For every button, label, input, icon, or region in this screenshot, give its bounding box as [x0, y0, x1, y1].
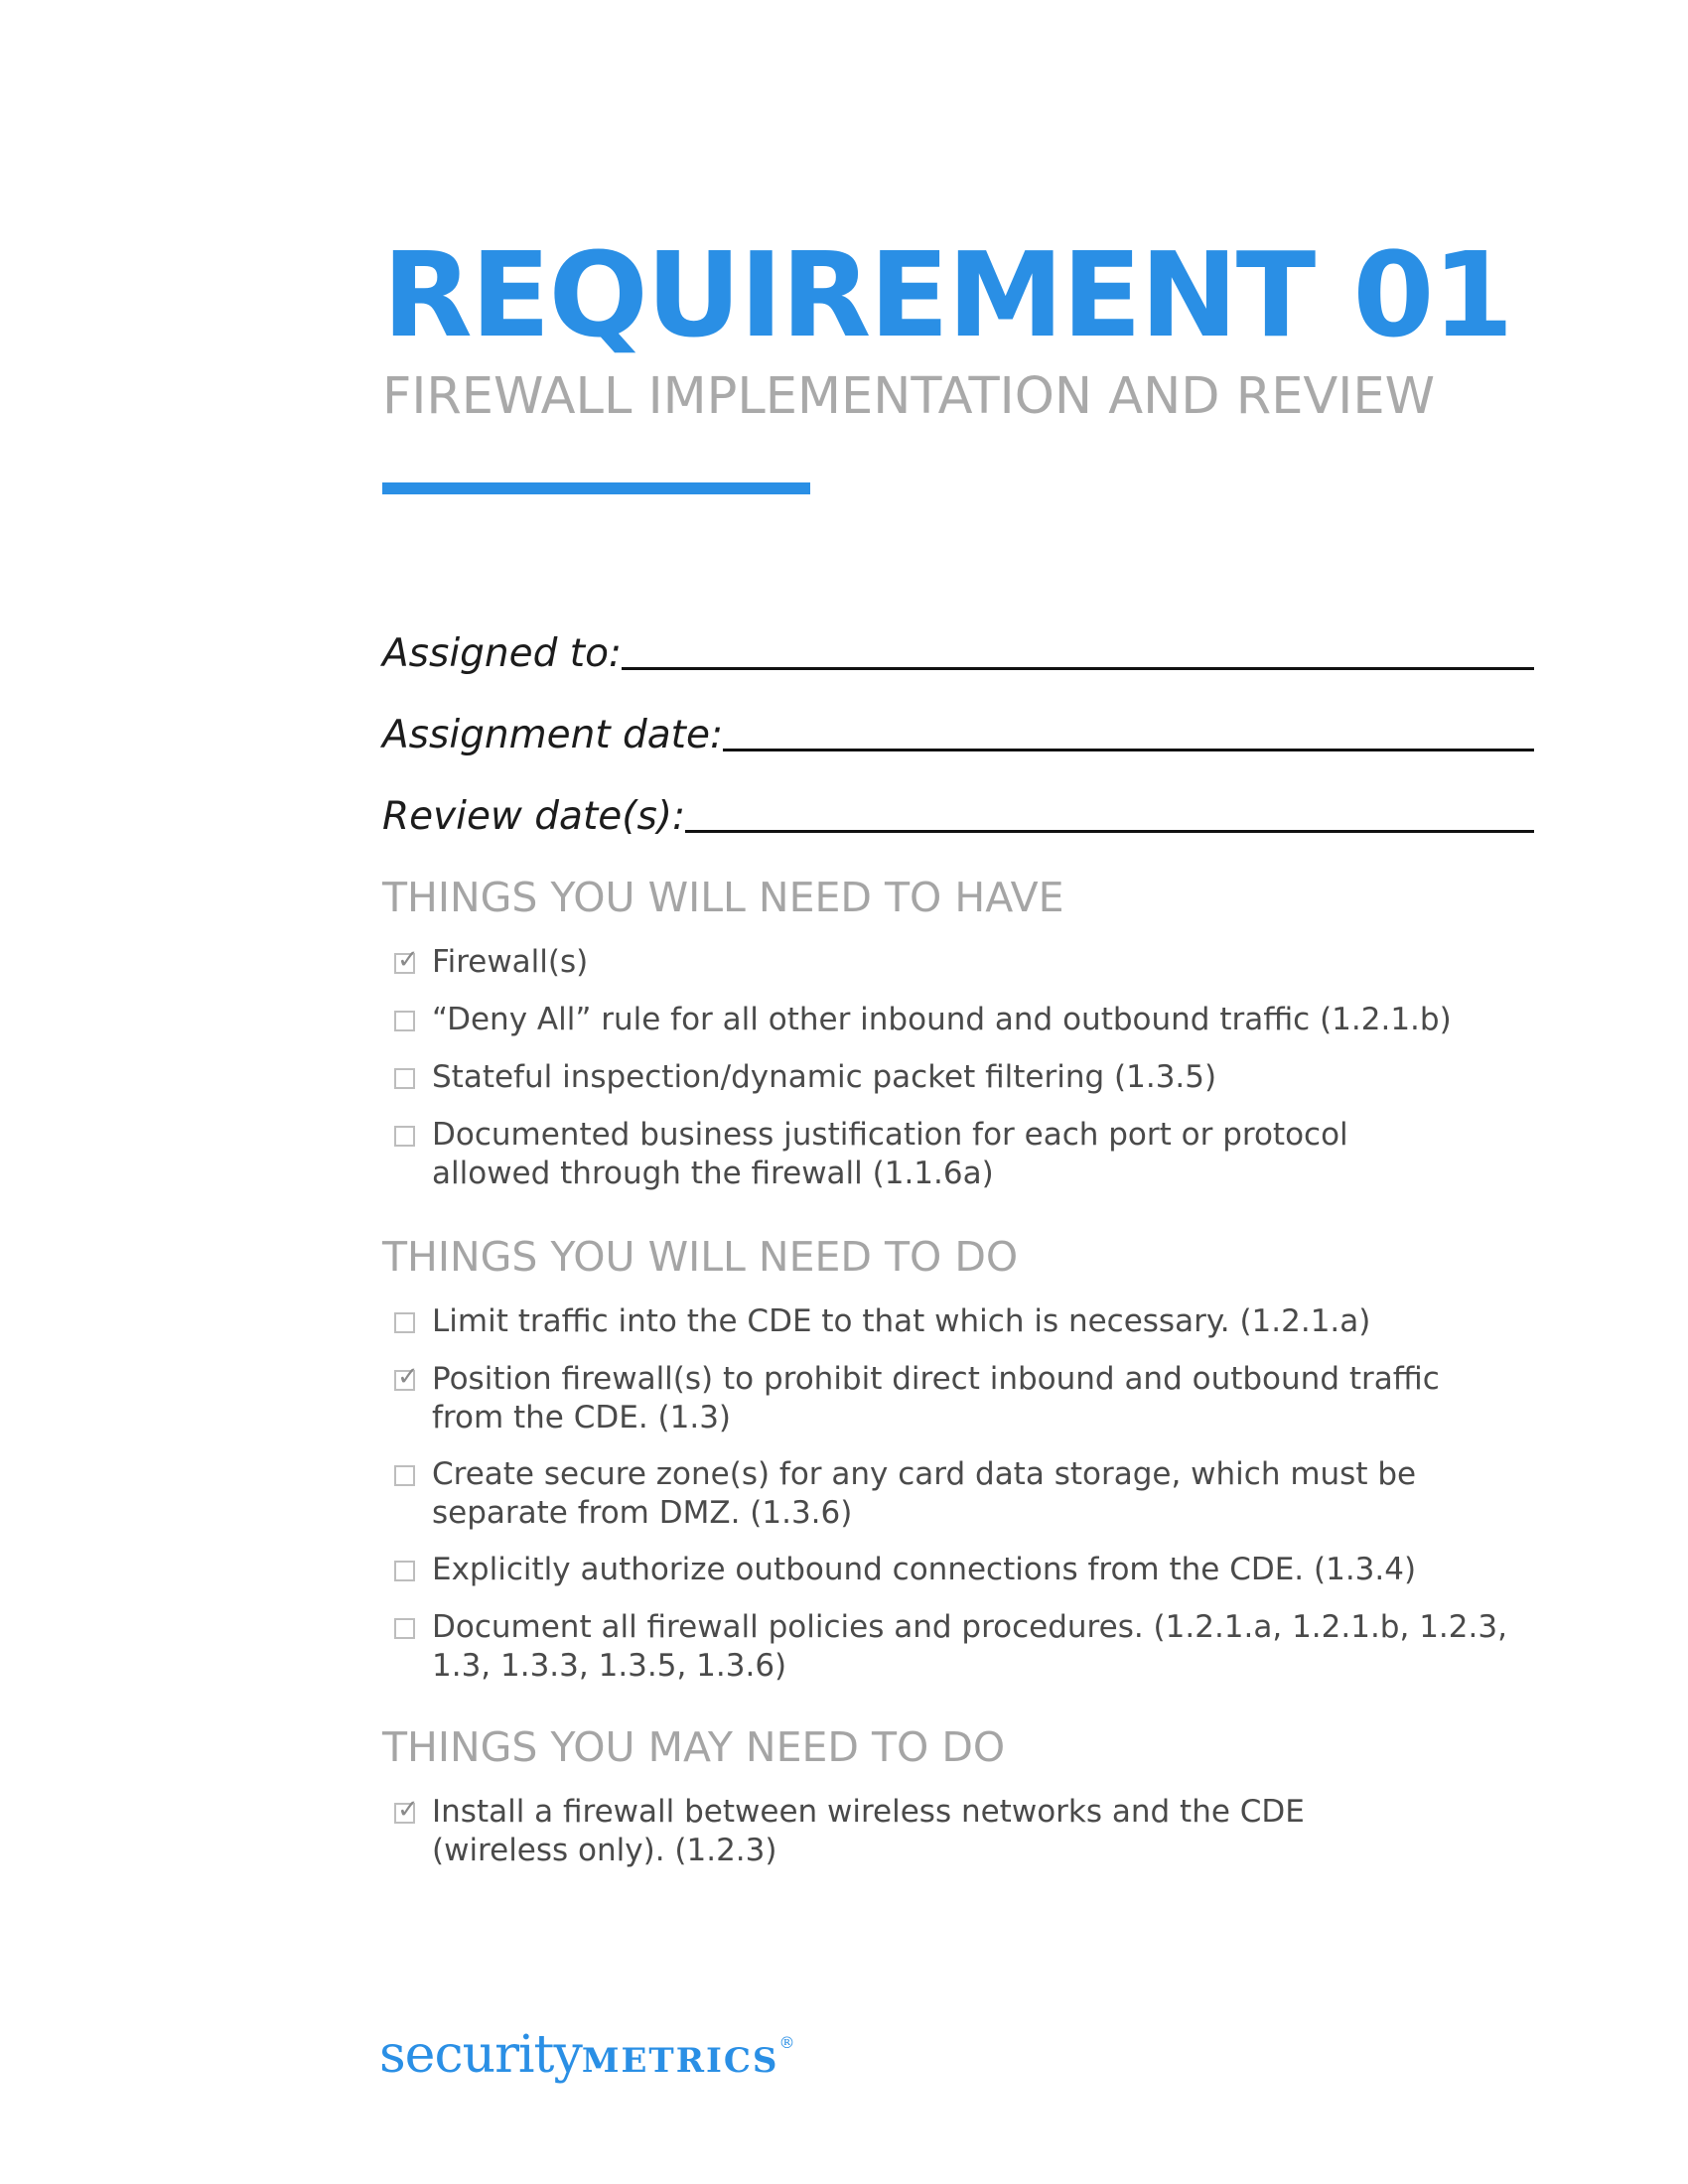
securitymetrics-logo [379, 2025, 794, 2085]
registered-mark: ® [778, 2033, 795, 2052]
section-heading-may-need-to-do: THINGS YOU MAY NEED TO DO [382, 1723, 1006, 1771]
checkmark-icon: ✓ [397, 945, 419, 975]
checklist-item-text: Documented business justification for each port or protocol allowed through the firewall (1.1.6a) [432, 1117, 1348, 1191]
checkbox[interactable] [394, 1795, 419, 1825]
review-dates-line[interactable] [685, 790, 1534, 833]
logo-text-metrics: METRICS [581, 2041, 779, 2081]
checkbox[interactable] [394, 945, 419, 975]
assigned-to-label: Assigned to: [382, 631, 623, 676]
checklist-item-text: “Deny All” rule for all other inbound and outbound traffic (1.2.1.b) [432, 1002, 1452, 1037]
checklist-item-text: Position firewall(s) to prohibit direct inbound and outbound traffic from the CDE. (1.3) [432, 1361, 1440, 1435]
checklist-item-text: Create secure zone(s) for any card data storage, which must be separate from DMZ. (1.3.6) [432, 1456, 1417, 1531]
checkmark-icon: ✓ [397, 1795, 419, 1825]
checkbox[interactable] [394, 1465, 415, 1486]
assigned-to-field[interactable] [382, 617, 1534, 677]
checklist-item-text: Document all firewall policies and procedures. (1.2.1.a, 1.2.1.b, 1.2.3, 1.3, 1.3.3, 1.3.5, 1.3.6) [432, 1609, 1507, 1684]
checkbox[interactable] [394, 1618, 415, 1639]
checklist-item-text: Install a firewall between wireless networks and the CDE (wireless only). (1.2.3) [432, 1794, 1305, 1868]
checkbox[interactable] [394, 1362, 419, 1392]
assignment-date-line[interactable] [723, 709, 1534, 751]
accent-bar [382, 482, 810, 494]
page-subtitle: FIREWALL IMPLEMENTATION AND REVIEW [382, 367, 1435, 426]
section-heading-need-to-have: THINGS YOU WILL NEED TO HAVE [382, 874, 1064, 921]
assignment-date-label: Assignment date: [382, 713, 724, 757]
review-dates-label: Review date(s): [382, 794, 686, 839]
assigned-to-line[interactable] [622, 627, 1534, 670]
checkbox[interactable] [394, 1011, 415, 1031]
logo-text-security: security [379, 2025, 582, 2085]
review-dates-field[interactable] [382, 780, 1534, 840]
checkmark-icon: ✓ [397, 1362, 419, 1392]
section-heading-need-to-do: THINGS YOU WILL NEED TO DO [382, 1233, 1019, 1281]
checkbox[interactable] [394, 1126, 415, 1147]
checkbox[interactable] [394, 1068, 415, 1089]
checklist-item-text: Explicitly authorize outbound connections from the CDE. (1.3.4) [432, 1552, 1417, 1587]
assignment-date-field[interactable] [382, 699, 1534, 758]
checkbox[interactable] [394, 1561, 415, 1581]
page-title: REQUIREMENT 01 [382, 226, 1512, 363]
checkbox[interactable] [394, 1312, 415, 1333]
checklist-item-text: Limit traffic into the CDE to that which is necessary. (1.2.1.a) [432, 1303, 1371, 1339]
checklist-item-text: Firewall(s) [432, 944, 589, 980]
checklist-item-text: Stateful inspection/dynamic packet filtering (1.3.5) [432, 1059, 1217, 1095]
